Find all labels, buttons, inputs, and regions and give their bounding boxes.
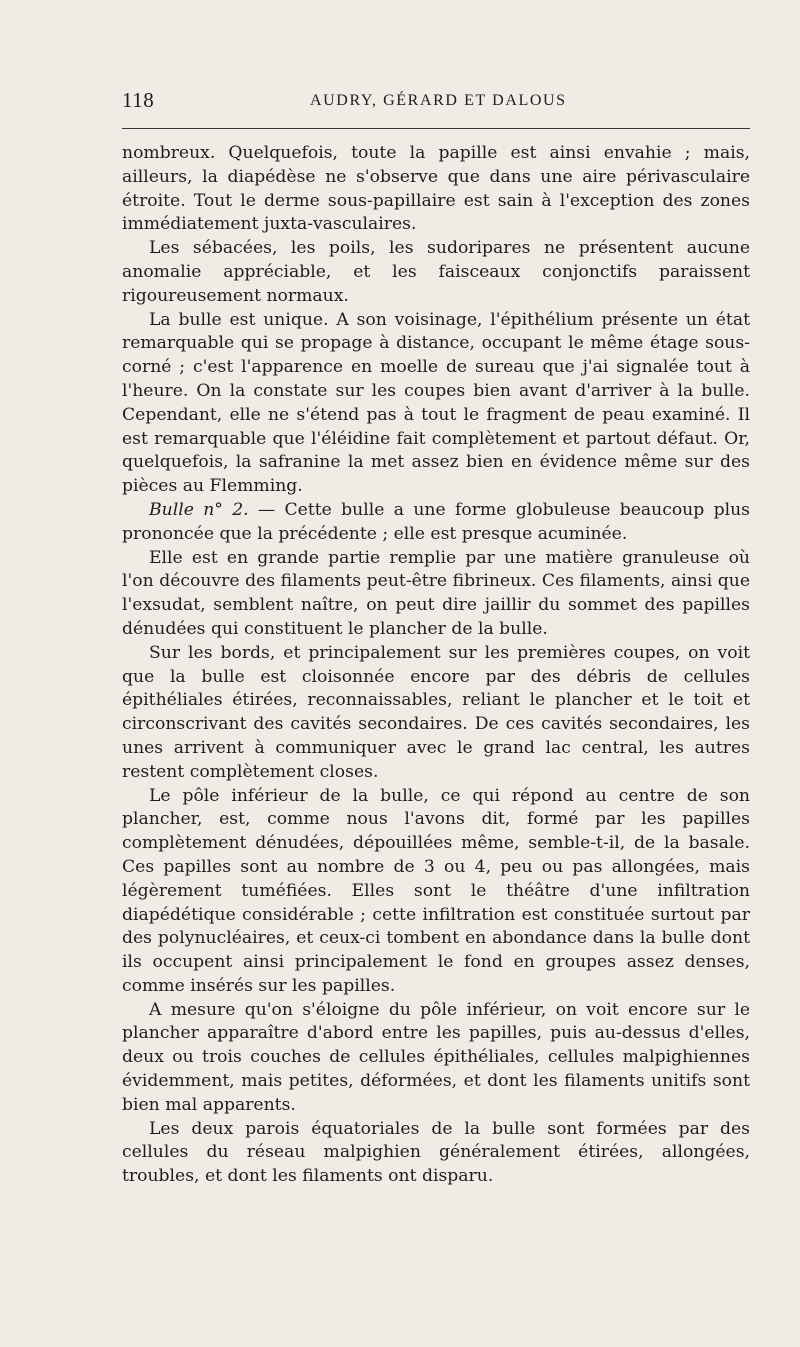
- section-lead: Bulle n° 2.: [149, 499, 249, 520]
- paragraph: [122, 642, 750, 785]
- paragraph-text: Le pôle inférieur de la bulle, ce qui répond au centre de son plancher, est, comme nous l'avons dit, formé par les papilles complètement dénudées, dépouillées même, semble-t-il, de la basale. Ces papilles sont au nombre de 3 ou 4, peu ou pas allongées, mais légèrement tuméfiées. Elles sont le théâtre d'une infiltration diapédétique considérable ; cette infiltration est constituée surtout par des polynucléaires, et ceux-ci tombent en abondance dans la bulle dont ils occupent ainsi principalement le fond en groupes assez denses, comme insérés sur les papilles.: [122, 785, 750, 996]
- page-header: [122, 88, 750, 116]
- paragraph: [122, 785, 750, 999]
- paragraph: [122, 1118, 750, 1189]
- running-head: AUDRY, GÉRARD ET DALOUS: [310, 92, 567, 109]
- paragraph-text: Elle est en grande partie remplie par une matière granuleuse où l'on découvre des filaments peut-être fibrineux. Ces filaments, ainsi que l'exsudat, semblent naître, on peut dire jaillir du sommet des papilles dénudées qui constituent le plancher de la bulle.: [122, 547, 750, 639]
- header-rule: [122, 128, 750, 129]
- paragraph: [122, 309, 750, 499]
- paragraph: [122, 237, 750, 308]
- paragraph-text: La bulle est unique. A son voisinage, l'épithélium présente un état remarquable qui se propage à distance, occupant le même étage sous-corné ; c'est l'apparence en moelle de sureau que j'ai signalée tout à l'heure. On la constate sur les coupes bien avant d'arriver à la bulle. Cependant, elle ne s'étend pas à tout le fragment de peau examiné. Il est remarquable que l'éléidine fait complètement et partout défaut. Or, quelquefois, la safranine la met assez bien en évidence même sur des pièces au Flemming.: [122, 309, 750, 497]
- paragraph-text: Les sébacées, les poils, les sudoripares ne présentent aucune anomalie appréciable, et les faisceaux conjonctifs paraissent rigoureusement normaux.: [122, 238, 750, 306]
- paragraph-text: A mesure qu'on s'éloigne du pôle inférieur, on voit encore sur le plancher apparaître d'abord entre les papilles, puis au-dessus d'elles, deux ou trois couches de cellules épithéliales, cellules malpighiennes évidemment, mais petites, déformées, et dont les filaments unitifs sont bien mal apparents.: [122, 999, 750, 1115]
- body-text: [122, 142, 750, 1189]
- paragraph: [122, 547, 750, 642]
- paragraph-text: nombreux. Quelquefois, toute la papille est ainsi envahie ; mais, ailleurs, la diapédèse ne s'observe que dans une aire périvasculaire étroite. Tout le derme sous-papillaire est sain à l'exception des zones immédiatement juxta-vasculaires.: [122, 143, 750, 235]
- paragraph: [122, 499, 750, 547]
- paragraph-text: — Cette bulle a une forme globuleuse beaucoup plus prononcée que la précédente ; elle est presque acuminée.: [122, 499, 750, 544]
- paragraph-text: Les deux parois équatoriales de la bulle sont formées par des cellules du réseau malpighien généralement étirées, allongées, troubles, et dont les filaments ont disparu.: [122, 1118, 750, 1187]
- paragraph-text: Sur les bords, et principalement sur les premières coupes, on voit que la bulle est cloisonnée encore par des débris de cellules épithéliales étirées, reconnaissables, reliant le plancher et le toit et circonscrivant des cavités secondaires. De ces cavités secondaires, les unes arrivent à communiquer avec le grand lac central, les autres restent complètement closes.: [122, 642, 750, 782]
- page-number: 118: [122, 88, 155, 112]
- paragraph: [122, 142, 750, 237]
- paragraph: [122, 999, 750, 1118]
